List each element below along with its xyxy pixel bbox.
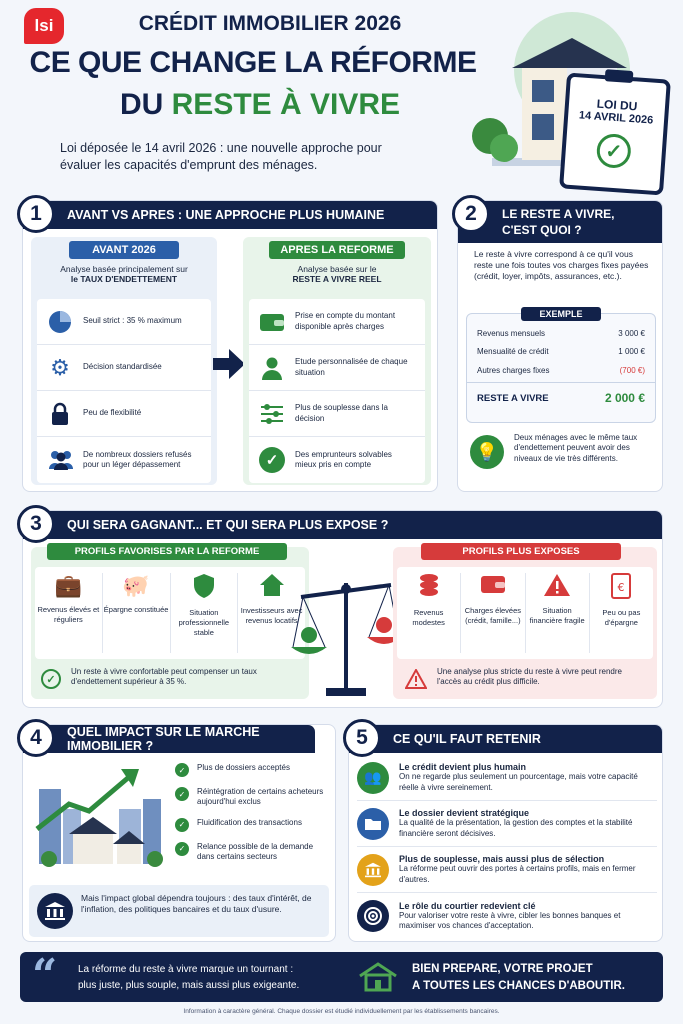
example-box: EXEMPLE Revenus mensuels 3 000 € Mensualité de crédit 1 000 € Autres charges fixes (700 €) RESTE A VIVRE 2 000 € <box>466 313 656 423</box>
exposed-panel: PROFILS PLUS EXPOSES Revenus modestes Charges élevées (crédit, famille...) Situation financière fragile € Peu ou pas d'épargne Une analyse plus stricte du reste à vivre peut rendre l'accès au crédit plus difficile. <box>393 547 657 699</box>
section-number: 4 <box>17 719 55 757</box>
before-item: Peu de flexibilité <box>37 391 211 437</box>
sliders-icon <box>259 402 285 426</box>
after-item: Prise en compte du montant disponible après charges <box>249 299 425 345</box>
takeaway-item: Plus de souplesse, mais aussi plus de sélection La réforme peut ouvrir des portes à certains profils, mais en fermer d'autres. <box>357 847 657 893</box>
coins-icon <box>418 573 440 599</box>
section-5: CE QU'IL FAUT RETENIR 5 👥 Le crédit devient plus humain On ne regarde plus seulement un pourcentage, mais votre capacité réelle à vivre sereinement. Le dossier devient stratégique La qualité de la présentation, la gestion des comptes et la stabilité financière seront décisives. Plus de souplesse, mais aussi plus de sélection La réforme peut ouvrir des portes à certains profils, mais en fermer d'autres. Le rôle du courtier redevient clé Pour valoriser votre reste à vivre, cibler les bonnes banques et maximiser vos chances d'acceptation. <box>348 724 663 942</box>
gears-icon: ⚙ <box>50 354 70 380</box>
wallet-icon <box>259 311 285 333</box>
before-item: ⚙ Décision standardisée <box>37 345 211 391</box>
bank-icon <box>357 854 389 886</box>
bank-icon <box>37 893 73 929</box>
after-item: ✓ Des emprunteurs solvables mieux pris en compte <box>249 437 425 483</box>
arrow-right-icon <box>213 349 245 379</box>
document-euro-icon <box>610 573 632 599</box>
section-number: 3 <box>17 505 55 543</box>
takeaway-item: Le dossier devient stratégique La qualité de la présentation, la gestion des comptes et la stabilité financière seront décisives. <box>357 801 657 847</box>
check-circle-icon: ✓ <box>259 447 285 473</box>
house-outline-icon <box>358 962 398 992</box>
svg-text:€: € <box>617 581 625 594</box>
title-line2: CE QUE CHANGE LA RÉFORME <box>29 46 477 79</box>
favored-profile: 🐖 Épargne constituée <box>103 573 171 653</box>
favored-profile: Investisseurs avec revenus locatifs <box>238 573 305 653</box>
piggy-bank-icon: 🐖 <box>122 573 150 598</box>
exposed-profile: Revenus modestes <box>397 573 461 653</box>
city-growth-illustration <box>29 759 169 869</box>
section-3: QUI SERA GAGNANT... ET QUI SERA PLUS EXPOSE ? 3 PROFILS FAVORISES PAR LA REFORME 💼 Revenus élevés et réguliers 🐖 Épargne constituée Situation professionnelle stable Investisseurs avec revenus locatifs ✓ Un reste à vivre confortable peut compenser un taux d'endettement supérieur à 35 %. PROFILS PLUS EXPOSES Revenus modestes Charges élevées (crédit, famille...) Situation financière fragile € Peu ou pas d'épargne Une analyse plus stricte du reste à vivre peut rendre l'accès au crédit plus difficile. <box>22 510 663 708</box>
takeaway-item: 👥 Le crédit devient plus humain On ne regarde plus seulement un pourcentage, mais votre capacité réelle à vivre sereinement. <box>357 755 657 801</box>
title-line3: DU RESTE À VIVRE <box>119 88 401 121</box>
group-icon <box>47 449 75 471</box>
person-icon <box>259 355 285 381</box>
exposed-profile: € Peu ou pas d'épargne <box>590 573 653 653</box>
before-panel: AVANT 2026 Analyse basée principalement sur le TAUX D'ENDETTEMENT Seuil strict : 35 % maximum ⚙ Décision standardisée Peu de flexibilité De nombreux dossiers refusés pour un léger dépassement <box>31 237 217 485</box>
section-number: 2 <box>452 195 490 233</box>
title-line1: CRÉDIT IMMOBILIER 2026 <box>138 12 402 35</box>
tip-text: Deux ménages avec le même taux d'endettement peuvent avoir des niveaux de vie très différents. <box>514 433 638 463</box>
definition-text: Le reste à vivre correspond à ce qu'il vous reste une fois toutes vos charges fixes payées (crédit, loyer, impôts, assurances, etc.). <box>474 249 649 282</box>
wallet-icon <box>480 573 506 595</box>
disclaimer: Information à caractère général. Chaque dossier est étudié individuellement par les établissements bancaires. <box>183 1008 500 1015</box>
logo[interactable]: lsi <box>24 8 64 44</box>
impact-item: ✓ Plus de dossiers acceptés <box>175 763 329 777</box>
after-item: Etude personnalisée de chaque situation <box>249 345 425 391</box>
pie-chart-icon <box>47 309 73 335</box>
exposed-profile: Situation financière fragile <box>526 573 590 653</box>
warning-icon <box>543 573 571 597</box>
section-2: LE RESTE A VIVRE, C'EST QUOI ? 2 Le reste à vivre correspond à ce qu'il vous reste une fois toutes vos charges fixes payées (crédit, loyer, impôts, assurances, etc.). EXEMPLE Revenus mensuels 3 000 € Mensualité de crédit 1 000 € Autres charges fixes (700 €) RESTE A VIVRE 2 000 € 💡 Deux ménages avec le même taux d'endettement peuvent avoir des niveaux de vie très différents. <box>457 200 663 492</box>
example-row: Revenus mensuels 3 000 € <box>477 329 645 338</box>
folder-icon <box>357 808 389 840</box>
takeaway-item: Le rôle du courtier redevient clé Pour valoriser votre reste à vivre, cibler les bonnes banques et maximiser vos chances d'acceptation. <box>357 893 657 939</box>
law-clipboard: LOI DU 14 AVRIL 2026 ✓ <box>559 73 671 196</box>
intro-text: Loi déposée le 14 avril 2026 : une nouvelle approche pour évaluer les capacités d'emprunt des ménages. <box>60 141 382 172</box>
example-row: Mensualité de crédit 1 000 € <box>477 347 645 357</box>
exposed-profile: Charges élevées (crédit, famille...) <box>461 573 525 653</box>
check-circle-icon: ✓ <box>175 842 189 856</box>
section-number: 5 <box>343 719 381 757</box>
lock-icon <box>47 401 73 427</box>
before-item: Seuil strict : 35 % maximum <box>37 299 211 345</box>
section-4: QUEL IMPACT SUR LE MARCHE IMMOBILIER ? 4 ✓ Plus de dossiers acceptés ✓ Réintégration de certains acheteurs aujourd'hui exclus ✓ Fluidification des transactions ✓ Relance possible de la demande dans certains secteurs Mais l'impact global dépendra toujours : des taux d'intérêt, de l'inflation, des politiques bancaires et du taux d'usure. <box>22 724 336 942</box>
favored-panel: PROFILS FAVORISES PAR LA REFORME 💼 Revenus élevés et réguliers 🐖 Épargne constituée Situation professionnelle stable Investisseurs avec revenus locatifs ✓ Un reste à vivre confortable peut compenser un taux d'endettement supérieur à 35 %. <box>31 547 309 699</box>
after-panel: APRES LA REFORME Analyse basée sur le RESTE A VIVRE REEL Prise en compte du montant disponible après charges Etude personnalisée de chaque situation Plus de souplesse dans la décision ✓ Des emprunteurs solvables mieux pris en compte <box>243 237 431 485</box>
briefcase-icon: 💼 <box>54 573 83 598</box>
lightbulb-icon: 💡 <box>470 435 504 469</box>
footer-banner: “ La réforme du reste à vivre marque un tournant : plus juste, plus souple, mais aussi plus exigeante. BIEN PREPARE, VOTRE PROJET A TOUTES LES CHANCES D'ABOUTIR. <box>20 952 663 1002</box>
before-label: AVANT 2026 <box>69 241 179 259</box>
impact-item: ✓ Réintégration de certains acheteurs aujourd'hui exclus <box>175 787 329 808</box>
check-circle-icon: ✓ <box>175 818 189 832</box>
impact-note: Mais l'impact global dépendra toujours : des taux d'intérêt, de l'inflation, des politiques bancaires et du taux d'usure. <box>29 885 329 937</box>
balance-scale-icon <box>291 573 401 703</box>
total-row: RESTE A VIVRE 2 000 € <box>477 391 645 406</box>
impact-item: ✓ Relance possible de la demande dans certains secteurs <box>175 842 329 863</box>
target-icon <box>357 900 389 932</box>
quote-icon: “ <box>32 950 58 1001</box>
shield-icon <box>193 573 215 599</box>
favored-profile: 💼 Revenus élevés et réguliers <box>35 573 103 653</box>
people-icon: 👥 <box>357 762 389 794</box>
house-icon <box>259 573 285 597</box>
check-circle-icon: ✓ <box>175 787 189 801</box>
impact-item: ✓ Fluidification des transactions <box>175 818 329 832</box>
after-item: Plus de souplesse dans la décision <box>249 391 425 437</box>
check-icon: ✓ <box>596 133 632 169</box>
check-circle-icon: ✓ <box>175 763 189 777</box>
after-label: APRES LA REFORME <box>269 241 405 259</box>
favored-profile: Situation professionnelle stable <box>171 573 239 653</box>
warning-outline-icon <box>405 669 427 689</box>
section-1: AVANT VS APRES : UNE APPROCHE PLUS HUMAINE 1 AVANT 2026 Analyse basée principalement sur le TAUX D'ENDETTEMENT Seuil strict : 35 % maximum ⚙ Décision standardisée Peu de flexibilité De nombreux dossiers refusés pour un léger dépassement APRES LA REFORME Analyse basée sur le RESTE A VIVRE REEL Prise en compte du montant disponible après charges Etude personnalisée de chaque situation Plus de souplesse dans la décision ✓ Des emprunteurs solvables mieux pris en compte <box>22 200 438 492</box>
example-row: Autres charges fixes (700 €) <box>467 358 655 383</box>
check-circle-icon: ✓ <box>41 669 61 689</box>
before-item: De nombreux dossiers refusés pour un léger dépassement <box>37 437 211 483</box>
section-number: 1 <box>17 195 55 233</box>
